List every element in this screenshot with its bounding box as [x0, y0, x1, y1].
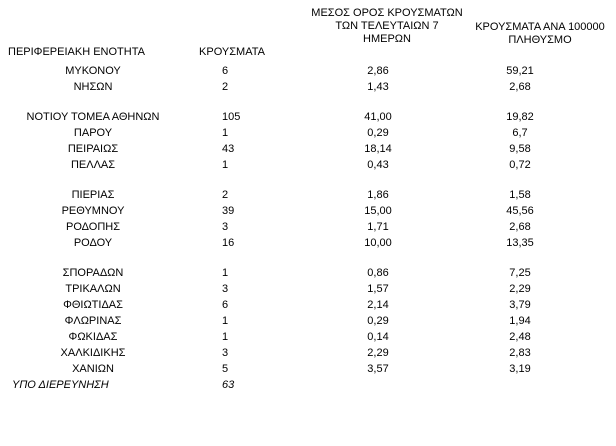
region-cell: ΦΛΩΡΙΝΑΣ: [64, 315, 122, 327]
per100k-cell: 9,58: [509, 143, 531, 155]
cases-cell: 63: [222, 379, 235, 391]
table-row: [0, 63, 616, 79]
per100k-cell: 13,35: [506, 237, 534, 249]
cases-cell: 3: [222, 283, 229, 295]
header-avg-line-2: ΤΩΝ ΤΕΛΕΥΤΑΙΩΝ 7: [335, 20, 439, 32]
region-cell: ΦΘΙΩΤΙΔΑΣ: [63, 299, 123, 311]
region-cell: ΠΑΡΟΥ: [73, 127, 113, 139]
region-cell: ΜΥΚΟΝΟΥ: [65, 65, 121, 77]
per100k-cell: 3,79: [509, 299, 531, 311]
avg-cell: 2,29: [367, 347, 389, 359]
region-cell: ΥΠΟ ΔΙΕΡΕΥΝΗΣΗ: [12, 379, 109, 391]
cases-cell: 39: [222, 205, 235, 217]
table-row: [0, 281, 616, 297]
table-row: [0, 265, 616, 281]
per100k-cell: 19,82: [506, 111, 534, 123]
region-cell: ΧΑΝΙΩΝ: [72, 363, 114, 375]
header-avg-line-1: ΜΕΣΟΣ ΟΡΟΣ ΚΡΟΥΣΜΑΤΩΝ: [311, 7, 463, 19]
region-cell: ΡΟΔΟΥ: [73, 237, 113, 249]
per100k-cell: 0,72: [509, 159, 531, 171]
region-cell: ΠΕΛΛΑΣ: [70, 159, 116, 171]
table-body: [0, 63, 616, 393]
cases-cell: 1: [222, 331, 229, 343]
table-row: [0, 345, 616, 361]
avg-cell: 15,00: [364, 205, 392, 217]
avg-cell: 1,86: [367, 189, 389, 201]
table-row: [0, 141, 616, 157]
per100k-cell: 2,29: [509, 283, 531, 295]
cases-cell: 43: [222, 143, 235, 155]
per100k-cell: 2,68: [509, 221, 531, 233]
region-cell: ΦΩΚΙΔΑΣ: [68, 331, 118, 343]
per100k-cell: 6,7: [512, 127, 528, 139]
region-cell: ΝΗΣΩΝ: [73, 81, 113, 93]
avg-cell: 2,14: [367, 299, 389, 311]
cases-cell: 1: [222, 267, 229, 279]
table-row: [0, 125, 616, 141]
cases-cell: 5: [222, 363, 229, 375]
table-row: [0, 79, 616, 95]
per100k-cell: 2,48: [509, 331, 531, 343]
table-row: [0, 157, 616, 173]
cases-cell: 1: [222, 315, 229, 327]
cases-cell: 105: [222, 111, 241, 123]
header-avg-line-3: ΗΜΕΡΩΝ: [363, 33, 411, 45]
region-cell: ΠΕΙΡΑΙΩΣ: [67, 143, 119, 155]
table-row: [0, 203, 616, 219]
per100k-cell: 2,83: [509, 347, 531, 359]
spacer-row: [0, 173, 616, 187]
table-row: [0, 187, 616, 203]
table-row: [0, 235, 616, 251]
avg-cell: 1,57: [367, 283, 389, 295]
avg-cell: 0,29: [367, 127, 389, 139]
cases-cell: 6: [222, 65, 229, 77]
avg-cell: 0,29: [367, 315, 389, 327]
header-cases: ΚΡΟΥΣΜΑΤΑ: [199, 46, 265, 58]
per100k-cell: 2,68: [509, 81, 531, 93]
avg-cell: 10,00: [364, 237, 392, 249]
cases-cell: 1: [222, 159, 229, 171]
region-cell: ΣΠΟΡΑΔΩΝ: [62, 267, 124, 279]
header-per100k-line-1: ΚΡΟΥΣΜΑΤΑ ΑΝΑ 100000: [475, 21, 605, 33]
avg-cell: 18,14: [364, 143, 392, 155]
cases-cell: 16: [222, 237, 235, 249]
per100k-cell: 3,19: [509, 363, 531, 375]
region-cell: ΧΑΛΚΙΔΙΚΗΣ: [60, 347, 126, 359]
avg-cell: 1,43: [367, 81, 389, 93]
avg-cell: 0,86: [367, 267, 389, 279]
header-per100k-line-2: ΠΛΗΘΥΣΜΟ: [508, 34, 572, 46]
table-row: [0, 377, 616, 393]
cases-cell: 2: [222, 81, 229, 93]
table-row: [0, 219, 616, 235]
cases-cell: 3: [222, 347, 229, 359]
cases-cell: 1: [222, 127, 229, 139]
cases-cell: 6: [222, 299, 229, 311]
table-row: [0, 109, 616, 125]
avg-cell: 0,43: [367, 159, 389, 171]
region-cell: ΤΡΙΚΑΛΩΝ: [65, 283, 121, 295]
avg-cell: 2,86: [367, 65, 389, 77]
region-cell: ΠΙΕΡΙΑΣ: [71, 189, 115, 201]
table-row: [0, 329, 616, 345]
per100k-cell: 7,25: [509, 267, 531, 279]
avg-cell: 3,57: [367, 363, 389, 375]
cases-cell: 3: [222, 221, 229, 233]
per100k-cell: 45,56: [506, 205, 534, 217]
avg-cell: 41,00: [364, 111, 392, 123]
avg-cell: 1,71: [367, 221, 389, 233]
table-row: [0, 313, 616, 329]
per100k-cell: 59,21: [506, 65, 534, 77]
avg-cell: 0,14: [367, 331, 389, 343]
header-cases-per-100k: [448, 21, 616, 47]
cases-cell: 2: [222, 189, 229, 201]
per100k-cell: 1,94: [509, 315, 531, 327]
spacer-row: [0, 95, 616, 109]
region-cell: ΝΟΤΙΟΥ ΤΟΜΕΑ ΑΘΗΝΩΝ: [26, 111, 160, 123]
table-row: [0, 297, 616, 313]
per100k-cell: 1,58: [509, 189, 531, 201]
spacer-row: [0, 251, 616, 265]
header-region: ΠΕΡΙΦΕΡΕΙΑΚΗ ΕΝΟΤΗΤΑ: [8, 46, 145, 58]
table-row: [0, 361, 616, 377]
region-cell: ΡΕΘΥΜΝΟΥ: [61, 205, 125, 217]
region-cell: ΡΟΔΟΠΗΣ: [65, 221, 121, 233]
